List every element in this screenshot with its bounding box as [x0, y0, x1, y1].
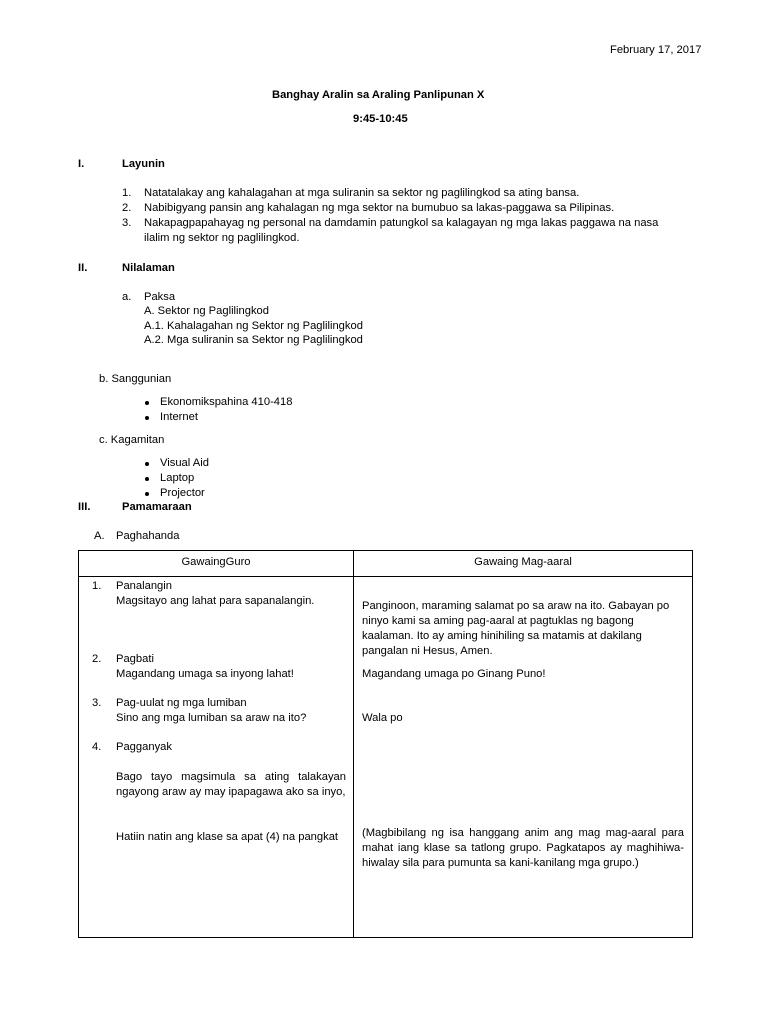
sanggunian-item: Ekonomikspahina 410-418 — [160, 396, 293, 408]
teacher-item-text: Sino ang mga lumiban sa araw na ito? — [116, 712, 307, 724]
bullet-icon — [145, 477, 149, 481]
teacher-item-title: Pagganyak — [116, 741, 172, 753]
section-1-heading: Layunin — [122, 158, 165, 170]
kagamitan-item: Visual Aid — [160, 457, 209, 469]
teacher-item-title: Pag-uulat ng mga lumiban — [116, 697, 247, 709]
kagamitan-item: Laptop — [160, 472, 195, 484]
bullet-icon — [145, 462, 149, 466]
document-date: February 17, 2017 — [610, 44, 702, 56]
teacher-item-number: 1. — [92, 580, 102, 592]
objective-1-text: Natatalakay ang kahalagahan at mga suliranin sa sektor ng paglilingkod sa ating bansa. — [144, 187, 580, 199]
teacher-item-number: 4. — [92, 741, 102, 753]
objective-3-number: 3. — [122, 217, 132, 229]
section-1-numeral: I. — [78, 158, 85, 170]
bullet-icon — [145, 416, 149, 420]
teacher-item-number: 2. — [92, 653, 102, 665]
lesson-table — [78, 550, 693, 938]
bullet-icon — [145, 401, 149, 405]
bullet-icon — [145, 492, 149, 496]
student-response: Wala po — [362, 712, 403, 724]
paksa-item: A.1. Kahalagahan ng Sektor ng Paglilingkod — [144, 320, 363, 332]
teacher-item-text: Magandang umaga sa inyong lahat! — [116, 668, 294, 680]
teacher-item-title: Pagbati — [116, 653, 154, 665]
paksa-letter: a. — [122, 291, 132, 303]
student-response: Panginoon, maraming salamat po sa araw na ito. Gabayan po ninyo kami sa aming pag-aaral at pagtuklas ng bagong kaalaman. Ito ay aming hinihiling sa matamis at dakilang pangalan ni Hesus, Amen. — [362, 600, 670, 657]
student-column-header: Gawaing Mag-aaral — [354, 551, 693, 577]
teacher-item-text: Magsitayo ang lahat para sapanalangin. — [116, 595, 315, 607]
teacher-item-paragraph: Bago tayo magsimula sa ating talakayan ngayong araw ay may ipapagawa ako sa inyo, — [116, 771, 346, 798]
paksa-item: A.2. Mga suliranin sa Sektor ng Paglilingkod — [144, 334, 363, 346]
student-activities-cell — [354, 577, 693, 938]
student-response: (Magbibilang ng isa hanggang anim ang mag mag-aaral para mahat iang klase sa tatlong grupo. Pagkatapos ay maghihiwa-hiwalay sila para pumunta sa kani-kanilang mga grupo.) — [362, 827, 684, 869]
objective-3-text-continued: ilalim ng sektor ng paglilingkod. — [144, 232, 300, 244]
objective-3-text: Nakapagpapahayag ng personal na damdamin patungkol sa kalagayan ng mga lakas paggawa na nasa — [144, 217, 659, 229]
teacher-column-header: GawaingGuro — [79, 551, 354, 577]
paksa-label: Paksa — [144, 291, 176, 303]
teacher-item-number: 3. — [92, 697, 102, 709]
teacher-item-title: Panalangin — [116, 580, 172, 592]
teacher-activities-cell — [79, 577, 354, 938]
sanggunian-label: b. Sanggunian — [99, 373, 172, 385]
section-3-heading: Pamamaraan — [122, 501, 192, 513]
student-response: Magandang umaga po Ginang Puno! — [362, 668, 546, 680]
document-time: 9:45-10:45 — [353, 113, 408, 125]
section-2-heading: Nilalaman — [122, 262, 175, 274]
document-title: Banghay Aralin sa Araling Panlipunan X — [272, 89, 485, 101]
objective-2-text: Nabibigyang pansin ang kahalagan ng mga sektor na bumubuo sa lakas-paggawa sa Pilipinas. — [144, 202, 615, 214]
section-2-numeral: II. — [78, 262, 88, 274]
kagamitan-item: Projector — [160, 487, 205, 499]
objective-2-number: 2. — [122, 202, 132, 214]
paghahanda-label: Paghahanda — [116, 530, 180, 542]
section-3-numeral: III. — [78, 501, 91, 513]
paksa-item: A. Sektor ng Paglilingkod — [144, 305, 270, 317]
kagamitan-label: c. Kagamitan — [99, 434, 165, 446]
objective-1-number: 1. — [122, 187, 132, 199]
teacher-item-paragraph: Hatiin natin ang klase sa apat (4) na pangkat — [116, 831, 339, 843]
paghahanda-letter: A. — [94, 530, 105, 542]
sanggunian-item: Internet — [160, 411, 198, 423]
